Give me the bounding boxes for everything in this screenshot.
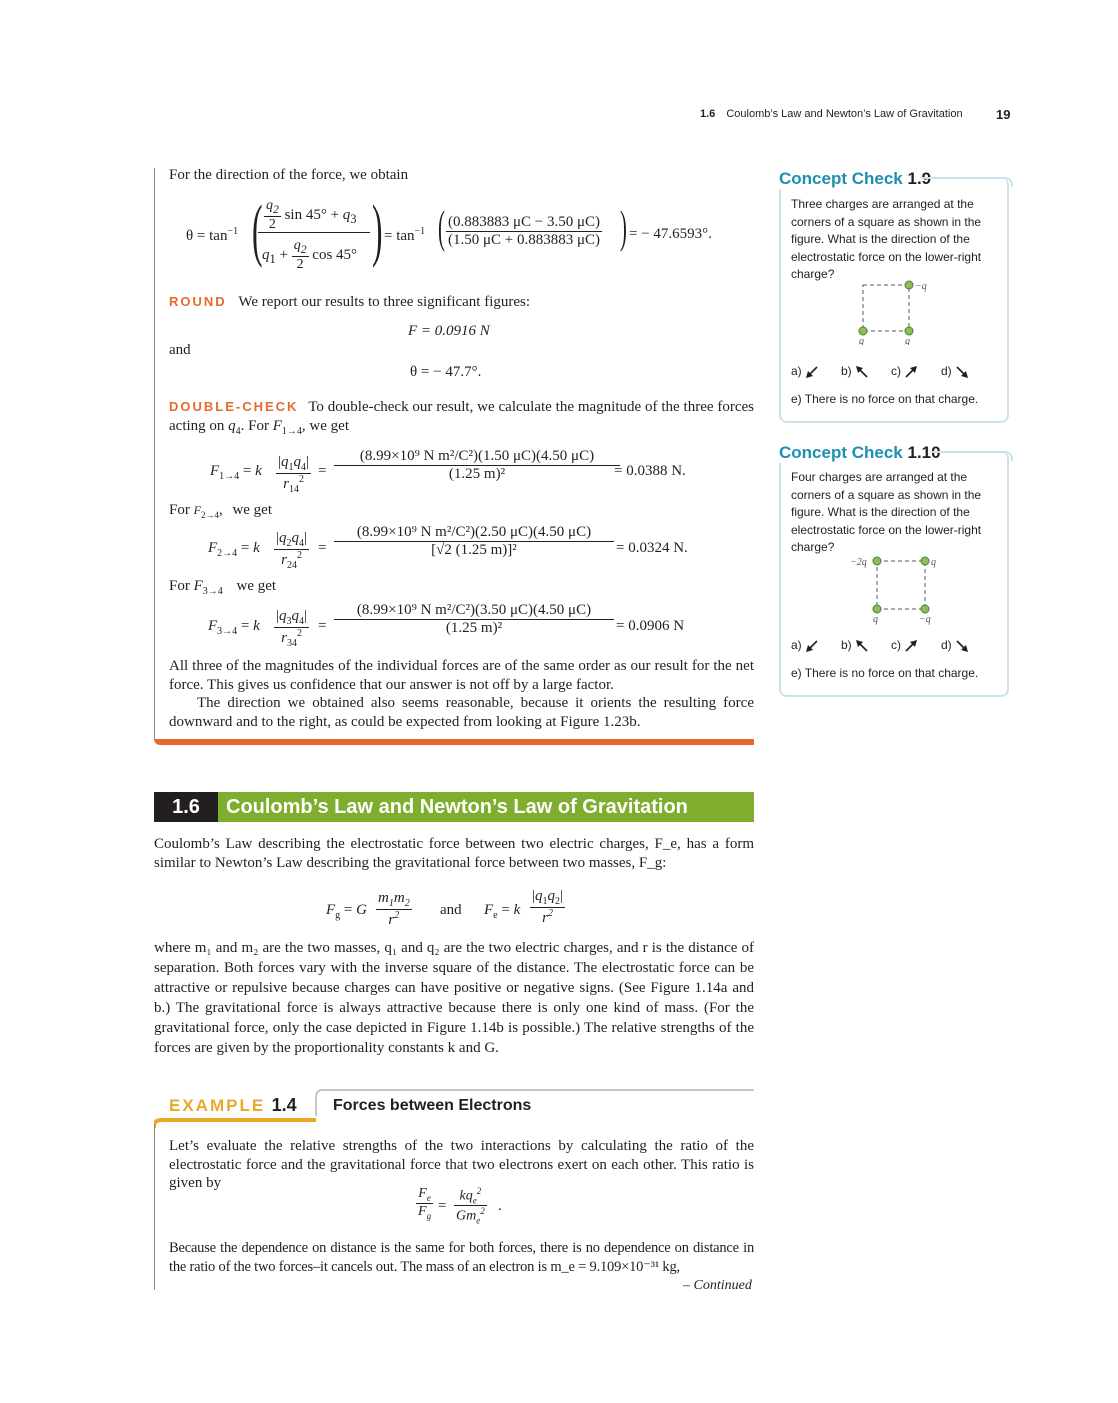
cc1-charge-lower-left <box>859 327 867 335</box>
cc1-option-d[interactable] <box>941 363 969 381</box>
example-text-1: Let’s evaluate the relative strengths of the two interactions by calculating the ratio of the electrostatic force and the gravitational force that two electrons exert on each other. This ratio is given by <box>169 1138 754 1191</box>
force-formulas: $F_g = G$ $\frac{m_1m_2}{r^2}$ and $F_e = k$ $\frac{|q_1q_2|}{r^2}$ <box>326 888 564 928</box>
cc1-label-lower-left: q <box>859 336 864 345</box>
arrow-up-left-icon <box>855 639 869 653</box>
cc2-option-d[interactable] <box>941 637 969 655</box>
example-text-2: Because the dependence on distance is the same for both forces, there is no dependence on distance in the ratio of the two forces–it cancels out. The mass of an electron is m_e = 9.109×10⁻³¹ kg, <box>169 1240 754 1275</box>
arrow-down-right-icon <box>955 365 969 379</box>
formula-and: and <box>440 902 462 918</box>
round-text: We report our results to three significant figures: <box>238 294 531 310</box>
cc2-charge-lower-right <box>921 605 929 613</box>
solution-left-rule <box>154 168 155 740</box>
F34-numerator: (8.99×10⁹ N m²/C²)(3.50 μC)(4.50 μC) <box>334 602 614 620</box>
cc1-number: 1.9 <box>907 169 932 188</box>
F24-equation: $F_{2\to 4} = k$ $\frac{|q_2q_4|}{r_{24}^2}$ = $\frac{\text{(8.99×10⁹ N m²/C²)(2.50 μC)(4.50 μC)}}{\text{[√2 (1.25 m)]²}}$ = 0.0324 N. <box>208 524 688 571</box>
for-F34-line: For $F_{3\to 4}$ we get <box>169 578 277 597</box>
arrow-down-left-icon <box>805 639 819 653</box>
doublecheck-paragraph: DOUBLE-CHECK To double-check our result, we calculate the magnitude of the three forces acting on $q_4$. For $F_{1\to 4}$, we get <box>169 399 754 437</box>
for-word-2: For <box>169 502 190 518</box>
cc1-label-lower-right: q <box>905 336 910 345</box>
F24-result: = 0.0324 N. <box>616 540 688 556</box>
cc2-number: 1.10 <box>907 443 941 462</box>
cc1-option-b[interactable] <box>841 363 869 381</box>
F14-result: = 0.0388 N. <box>614 463 686 479</box>
section-intro: Coulomb’s Law describing the electrostatic force between two electric charges, F_e, has a form similar to Newton’s Law describing the gravitational force between two masses, F_g: <box>154 836 754 871</box>
arrow-down-right-icon <box>955 639 969 653</box>
doublecheck-text: To double-check our result, we calculate the magnitude of the three forces acting on <box>169 399 754 434</box>
theta-denominator: (1.50 μC + 0.883883 μC) <box>448 232 601 248</box>
for-word-3: For <box>169 578 190 594</box>
cc1-label: Concept Check <box>779 169 903 188</box>
cc2-charge-upper-right <box>921 557 929 565</box>
cc2-option-c-label: c) <box>891 638 901 652</box>
F14-denominator: (1.25 m)² <box>448 466 506 482</box>
direction-intro: For the direction of the force, we obtain <box>169 167 409 183</box>
page-number: 19 <box>996 107 1011 122</box>
theta-equation: $\theta = \tan^{-1}$ ( $\frac{q_2}{2}$ $\sin 45^\circ + q_3$ $q_1$ + $\frac{q_2}{2}$ cos 45° ) = $\tan^{-1}$ ( $\frac{(0.883883 \mu C - 3.50 \mu C)}{(1.50 \mu C + 0.883883 \mu C)}$ ) = − 47.6593°. <box>186 192 712 272</box>
check-paragraph-2: The direction we obtained also seems reasonable, because it orients the resulting force downward and to the right, as could be expected from looking at Figure 1.23b. <box>169 695 754 730</box>
cc2-label-upper-left: −2q <box>850 557 867 568</box>
cc1-option-c-label: c) <box>891 364 901 378</box>
cc2-label-lower-left: q <box>873 614 878 625</box>
F14-numerator: (8.99×10⁹ N m²/C²)(1.50 μC)(4.50 μC) <box>334 448 620 466</box>
we-get-2: we get <box>232 502 273 518</box>
cc1-option-d-label: d) <box>941 364 952 378</box>
doublecheck-label: DOUBLE-CHECK <box>169 399 299 414</box>
arrow-up-left-icon <box>855 365 869 379</box>
cc2-option-b-label: b) <box>841 638 852 652</box>
cc2-option-a[interactable] <box>791 637 819 655</box>
for-word: For <box>248 417 269 434</box>
we-get-3: we get <box>236 578 277 594</box>
header-section: 1.6 <box>700 108 716 120</box>
cc2-question: Four charges are arranged at the corners of a square as shown in the figure. What is the direction of the electrostatic force on the lower-right charge? <box>791 470 982 554</box>
cc2-label-upper-right: q <box>931 557 936 568</box>
cc2-charge-lower-left <box>873 605 881 613</box>
round-label: ROUND <box>169 294 227 309</box>
section-heading <box>154 792 754 822</box>
example-word: EXAMPLE <box>169 1096 266 1115</box>
arrow-up-right-icon <box>904 639 918 653</box>
arrow-down-left-icon <box>805 365 819 379</box>
section-title: Coulomb’s Law and Newton’s Law of Gravitation <box>226 796 688 818</box>
F34-equation: $F_{3\to 4} = k$ $\frac{|q_3q_4|}{r_{34}^2}$ = $\frac{\text{(8.99×10⁹ N m²/C²)(3.50 μC)(4.50 μC)}}{\text{(1.25 m)²}}$ = 0.0906 N <box>208 602 685 649</box>
cc1-label-upper-right: −q <box>915 281 927 292</box>
solution-bottom-rule <box>154 739 754 745</box>
concept-check-1-10 <box>779 443 1009 697</box>
F24-numerator: (8.99×10⁹ N m²/C²)(2.50 μC)(4.50 μC) <box>334 524 614 542</box>
we-get-1: we get <box>309 417 349 434</box>
cc1-option-b-label: b) <box>841 364 852 378</box>
ratio-equation: $\frac{F_e}{F_g}$ = $kq_e^2$ $Gm_e^2$ . <box>418 1186 502 1226</box>
example-title: Forces between Electrons <box>333 1097 532 1114</box>
cc2-option-c[interactable] <box>891 637 918 655</box>
cc1-option-e[interactable]: e) There is no force on that charge. <box>791 392 979 406</box>
section-paragraph: where m₁ and m₂ are the two masses, q₁ and q₂ are the two electric charges, and r is the distance of separation. Both forces vary with the inverse square of the distance. The electrostatic force can be attractive or repulsive because charges can have positive or negative signs. (See Figure 1.14a and b.) The gravitational force is always attractive because there is only one kind of mass. (For the gravitational force, only the case depicted in Figure 1.14b is possible.) The relative strengths of the forces are given by the proportionality constants k and G. <box>154 940 754 1056</box>
theta-numerator: (0.883883 μC − 3.50 μC) <box>448 214 601 230</box>
section-number: 1.6 <box>154 792 218 822</box>
header-title: Coulomb’s Law and Newton’s Law of Gravitation <box>726 108 963 120</box>
cc2-label: Concept Check <box>779 443 903 462</box>
F-result: F = 0.0916 N <box>408 323 490 339</box>
cc1-option-a[interactable] <box>791 363 819 381</box>
example-left-rule <box>154 1124 155 1290</box>
cc1-option-a-label: a) <box>791 364 802 378</box>
F24-denominator: [√2 (1.25 m)]² <box>431 542 517 558</box>
cc1-charge-upper-right <box>905 281 913 289</box>
theta-rounded: θ = − 47.7°. <box>410 364 482 380</box>
check-paragraph-1: All three of the magnitudes of the individual forces are of the same order as our result for the net force. This gives us confidence that our answer is not off by a large factor. <box>169 658 754 693</box>
F14-equation: $F_{1\to 4} = k$ $\frac{|q_1q_4|}{r_{14}^2}$ = $\frac{\text{(8.99×10⁹ N m²/C²)(1.50 μC)(4.50 μC)}}{\text{(1.25 m)²}}$ = 0.0388 N. <box>210 448 686 495</box>
arrow-up-right-icon <box>904 365 918 379</box>
cc2-option-a-label: a) <box>791 638 802 652</box>
cc2-charge-upper-left <box>873 557 881 565</box>
cc1-option-c[interactable] <box>891 363 918 381</box>
example-number: 1.4 <box>271 1095 297 1115</box>
F34-denominator: (1.25 m)² <box>445 620 503 636</box>
cc2-option-e[interactable]: e) There is no force on that charge. <box>791 666 979 680</box>
for-F24-line: For $F_{2\to 4}$, we get <box>169 502 273 520</box>
cc2-square-diagram <box>845 551 965 625</box>
continued-note: – Continued <box>683 1278 752 1293</box>
and-word: and <box>169 342 191 358</box>
theta-result: = − 47.6593°. <box>629 226 712 242</box>
round-line <box>169 293 530 312</box>
F34-result: = 0.0906 N <box>616 618 685 634</box>
concept-check-1-9 <box>779 169 1009 423</box>
cc1-question: Three charges are arranged at the corners of a square as shown in the figure. What is the direction of the electrostatic force on the lower-right charge? <box>791 197 982 281</box>
cc2-option-b[interactable] <box>841 637 869 655</box>
cc1-charge-lower-right <box>905 327 913 335</box>
running-header <box>700 108 963 120</box>
cc2-label-lower-right: −q <box>919 614 931 625</box>
cc1-square-diagram <box>851 275 961 345</box>
cc2-option-d-label: d) <box>941 638 952 652</box>
